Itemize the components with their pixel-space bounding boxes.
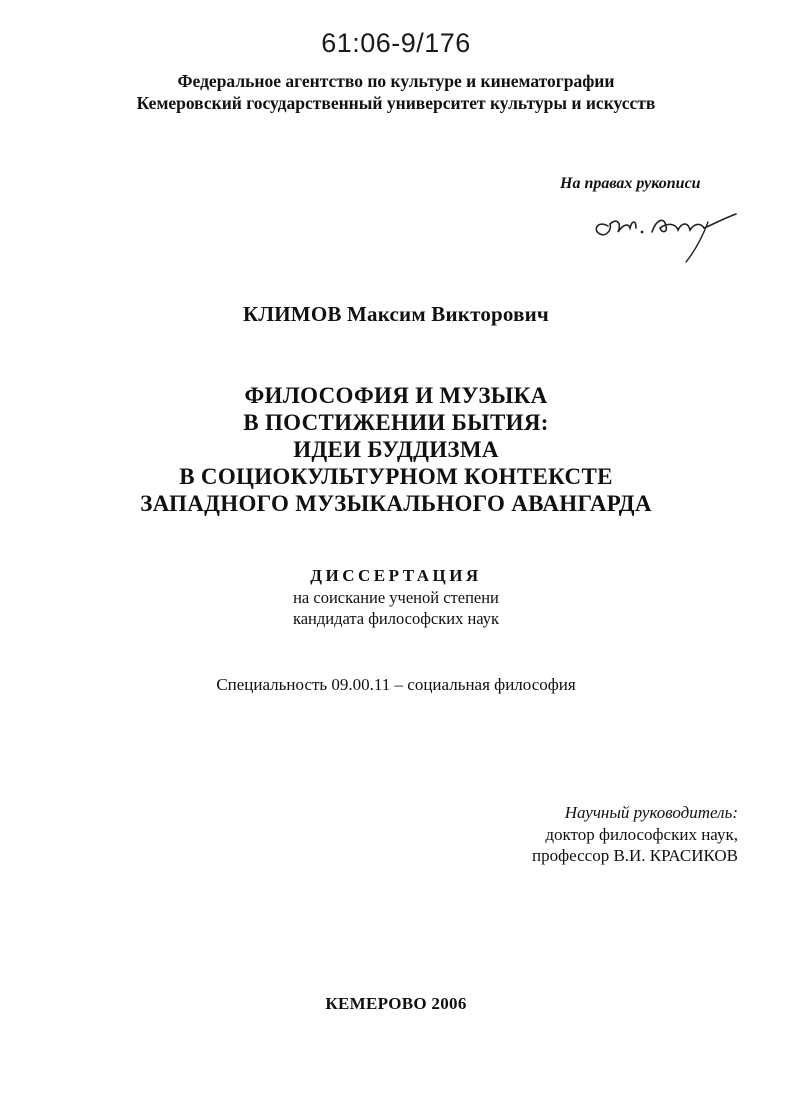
catalog-code: 61:06-9/176 bbox=[321, 28, 471, 58]
title-line: ФИЛОСОФИЯ И МУЗЫКА bbox=[244, 383, 548, 408]
dissertation-title bbox=[0, 382, 792, 517]
author-name: КЛИМОВ Максим Викторович bbox=[243, 302, 549, 326]
advisor-degree: доктор философских наук, bbox=[545, 825, 738, 844]
title-line: ИДЕИ БУДДИЗМА bbox=[293, 437, 499, 462]
manuscript-rights-note: На правах рукописи bbox=[560, 175, 701, 192]
degree-name: кандидата философских наук bbox=[292, 609, 500, 628]
title-line: В СОЦИОКУЛЬТУРНОМ КОНТЕКСТЕ bbox=[179, 464, 613, 489]
specialty: Специальность 09.00.11 – социальная философия bbox=[216, 675, 576, 694]
signature bbox=[586, 186, 756, 266]
organization-university: Кемеровский государственный университет культуры и искусств bbox=[136, 93, 656, 113]
degree-purpose: на соискание ученой степени bbox=[293, 588, 499, 607]
city-year: КЕМЕРОВО 2006 bbox=[325, 994, 467, 1013]
document-type-heading: ДИССЕРТАЦИЯ bbox=[310, 566, 482, 585]
organization-agency: Федеральное агентство по культуре и кинематографии bbox=[177, 71, 615, 91]
advisor-name: профессор В.И. КРАСИКОВ bbox=[532, 846, 738, 865]
title-line: В ПОСТИЖЕНИИ БЫТИЯ: bbox=[243, 410, 549, 435]
title-line: ЗАПАДНОГО МУЗЫКАЛЬНОГО АВАНГАРДА bbox=[140, 491, 652, 516]
advisor-label: Научный руководитель: bbox=[564, 803, 738, 822]
